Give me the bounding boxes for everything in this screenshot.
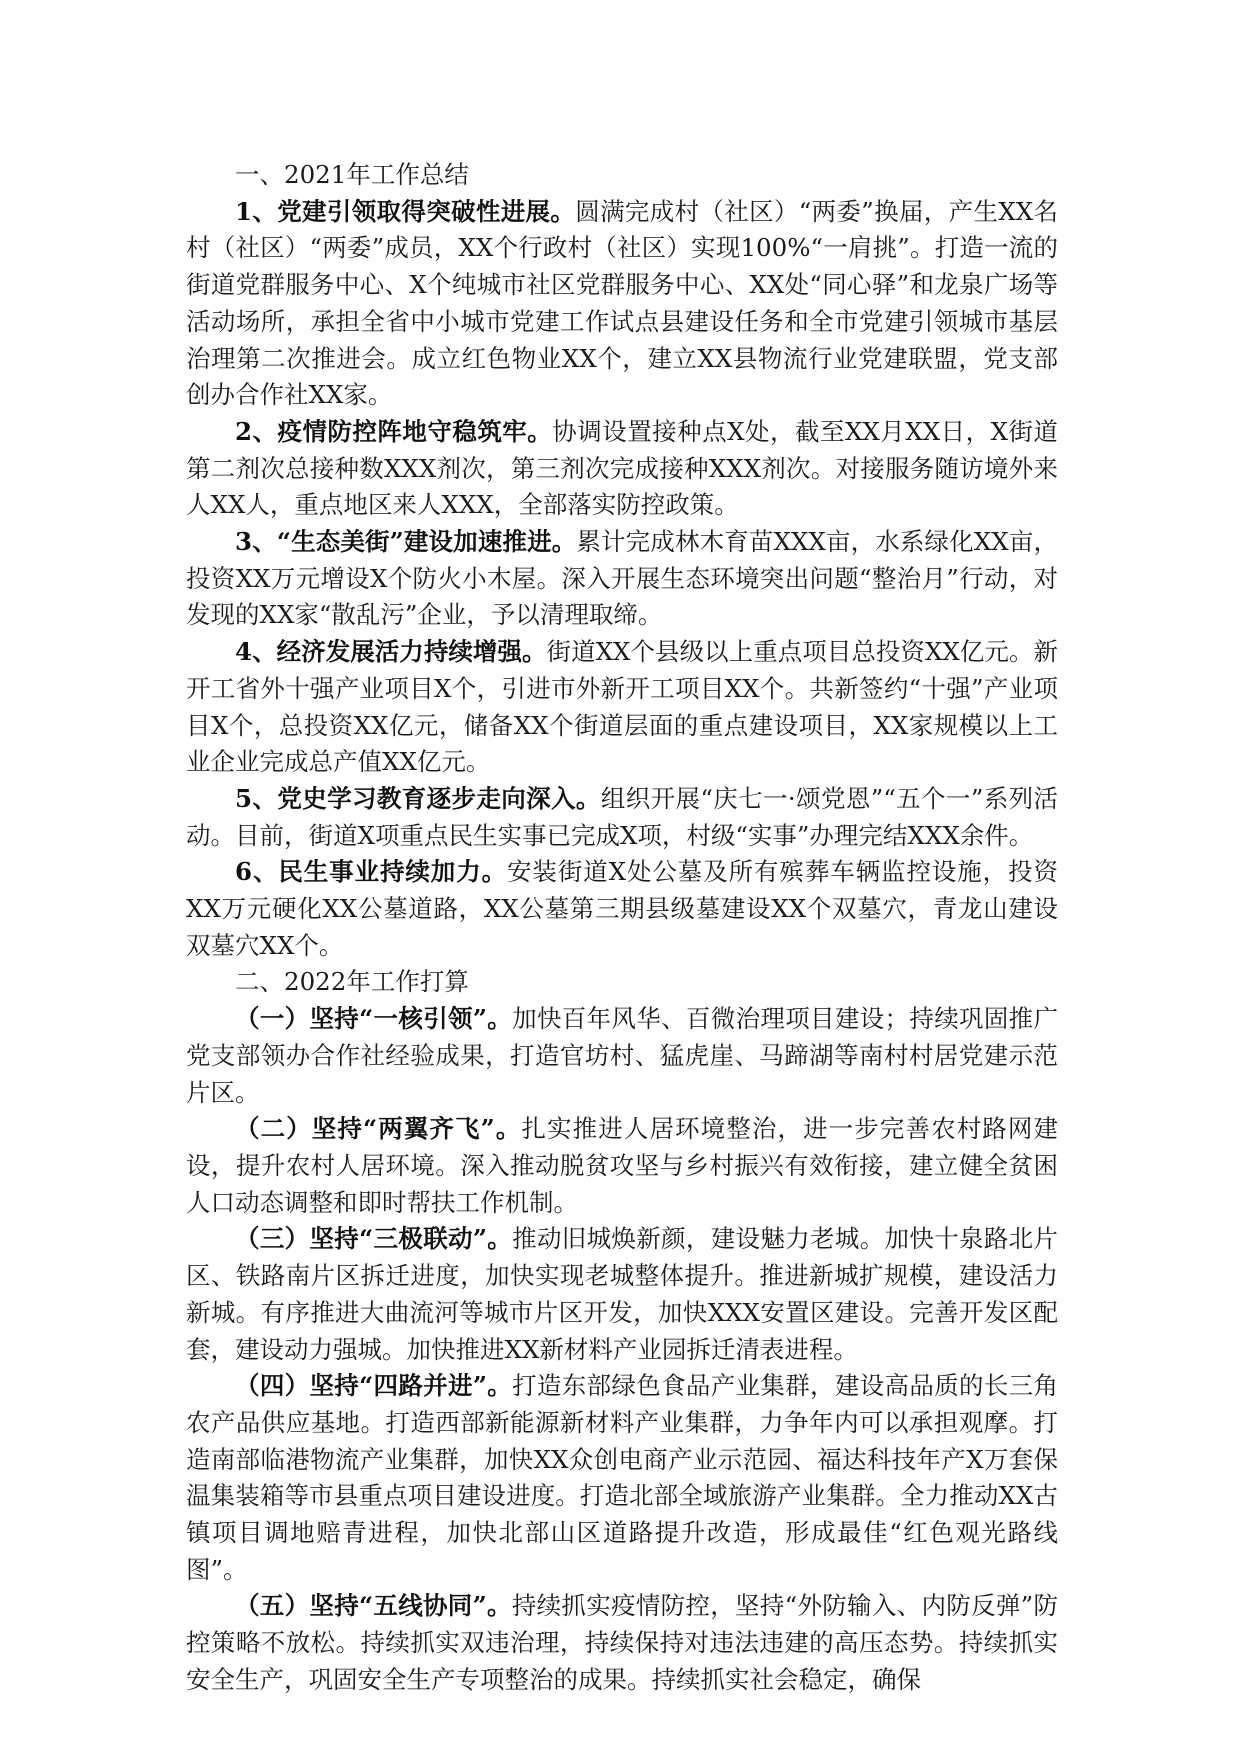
paragraph-body: 打造东部绿色食品产业集群，建设高品质的长三角农产品供应基地。打造西部新能源新材料产业集群，力争年内可以承担观摩。打造南部临港物流产业集群，加快XX众创电商产业示范园、福达科技年产X万套保温集装箱等市县重点项目建设进度。打造北部全域旅游产业集群。全力推动XX古镇项目调地赔青进程，加快北部山区道路提升改造，形成最佳“红色观光路线图”。 [186,1371,1059,1584]
paragraph-title: 3、“生态美街”建设加速推进。 [235,527,577,557]
paragraph-title: 6、民生事业持续加力。 [235,857,508,887]
paragraph-2 [186,414,1058,524]
paragraph-5 [186,781,1058,854]
paragraph-body: 加快百年风华、百微治理项目建设；持续巩固推广党支部领办合作社经验成果，打造官坊村、猛虎崖、马蹄湖等南村村居党建示范片区。 [186,1004,1059,1107]
plan-paragraph-3 [186,1221,1058,1368]
paragraph-body: 街道XX个县级以上重点项目总投资XX亿元。新开工省外十强产业项目X个，引进市外新开工项目XX个。共新签约“十强”产业项目X个，总投资XX亿元，储备XX个街道层面的重点建设项目，XX家规模以上工业企业完成总产值XX亿元。 [186,637,1058,777]
plan-paragraph-2 [186,1111,1058,1221]
paragraph-title: 5、党史学习教育逐步走向深入。 [235,783,601,813]
paragraph-6 [186,854,1058,964]
paragraph-3 [186,524,1058,634]
paragraph-4 [186,634,1058,781]
paragraph-body: 圆满完成村（社区）“两委”换届，产生XX名村（社区）“两委”成员，XX个行政村（社区）实现100%“一肩挑”。打造一流的街道党群服务中心、X个纯城市社区党群服务中心、XX处“同心驿”和龙泉广场等活动场所，承担全省中小城市党建工作试点县建设任务和全市党建引领城市基层治理第二次推进会。成立红色物业XX个，建立XX县物流行业党建联盟，党支部创办合作社XX家。 [186,196,1059,410]
paragraph-1 [186,194,1058,414]
paragraph-body: 协调设置接种点X处，截至XX月XX日，X街道第二剂次总接种数XXX剂次，第三剂次完成接种XXX剂次。对接服务随访境外来人XX人，重点地区来人XXX，全部落实防控政策。 [186,416,1058,520]
paragraph-title: （一）坚持“一核引领”。 [235,1004,513,1034]
paragraph-title: （五）坚持“五线协同”。 [235,1591,512,1621]
paragraph-title: 1、党建引领取得突破性进展。 [235,196,576,226]
document-page [186,157,1058,1699]
paragraph-body: 持续抓实疫情防控，坚持“外防输入、内防反弹”防控策略不放松。持续抓实双违治理，持续保持对违法违建的高压态势。持续抓实安全生产，巩固安全生产专项整治的成果。持续抓实社会稳定，确保 [186,1591,1058,1694]
paragraph-title: （三）坚持“三极联动”。 [235,1224,513,1254]
paragraph-title: 2、疫情防控阵地守稳筑牢。 [235,416,553,446]
paragraph-body: 安装街道X处公墓及所有殡葬车辆监控设施，投资XX万元硬化XX公墓道路，XX公墓第三期县级墓建设XX个双墓穴，青龙山建设双墓穴XX个。 [186,857,1058,960]
section-heading-2022: 二、2022年工作打算 [235,967,469,997]
paragraph-body: 组织开展“庆七一·颂党恩”“五个一”系列活动。目前，街道X项重点民生实事已完成X项，村级“实事”办理完结XXX余件。 [186,783,1058,850]
plan-paragraph-1 [186,1001,1058,1111]
paragraph-body: 扎实推进人居环境整治，进一步完善农村路网建设，提升农村人居环境。深入推动脱贫攻坚与乡村振兴有效衔接，建立健全贫困人口动态调整和即时帮扶工作机制。 [186,1114,1059,1217]
paragraph-title: （四）坚持“四路并进”。 [235,1371,513,1401]
paragraph-title: （二）坚持“两翼齐飞”。 [235,1114,522,1144]
plan-paragraph-4 [186,1368,1058,1588]
paragraph-title: 4、经济发展活力持续增强。 [235,637,547,667]
section-heading-2021: 一、2021年工作总结 [235,160,469,189]
paragraph-body: 推动旧城焕新颜，建设魅力老城。加快十泉路北片区、铁路南片区拆迁进度，加快实现老城整体提升。推进新城扩规模，建设活力新城。有序推进大曲流河等城市片区开发，加快XXX安置区建设。完善开发区配套，建设动力强城。加快推进XX新材料产业园拆迁清表进程。 [186,1224,1059,1364]
paragraph-body: 累计完成林木育苗XXX亩，水系绿化XX亩，投资XX万元增设X个防火小木屋。深入开展生态环境突出问题“整治月”行动，对发现的XX家“散乱污”企业，予以清理取缔。 [186,527,1058,630]
plan-paragraph-5 [186,1588,1058,1698]
